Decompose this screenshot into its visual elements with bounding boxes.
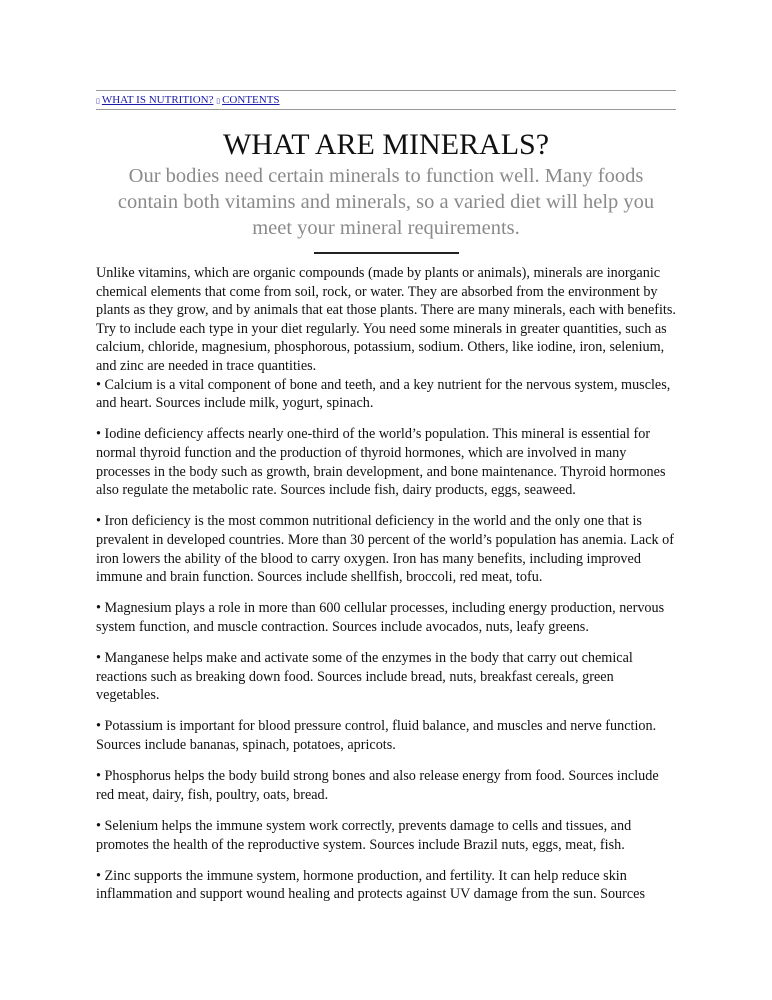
intro-paragraph: Unlike vitamins, which are organic compounds (made by plants or animals), minerals are inorganic chemical elements that come from soil, rock, or water. They are absorbed from the environment by plants as they grow, and by animals that eat those plants. There are many minerals, each with benefits. Try to include each type in your diet regularly. You need some minerals in greater quantities, such as calcium, chloride, magnesium, phosphorous, potassium, sodium. Others, like iodine, iron, selenium, and zinc are needed in trace quantities.: [96, 265, 676, 374]
document-page: [96, 90, 676, 917]
page-title: WHAT ARE MINERALS?: [222, 128, 550, 161]
title-divider: [314, 252, 459, 254]
mineral-item-iodine: • Iodine deficiency affects nearly one-third of the world’s population. This mineral is essential for normal thyroid function and the production of thyroid hormones, which are involved in many processes in the body such as growth, brain development, and bone maintenance. Thyroid hormones also regulate the metabolic rate. Sources include fish, dairy products, eggs, seaweed.: [96, 426, 666, 499]
page-subtitle: Our bodies need certain minerals to function well. Many foods contain both vitamins and minerals, so a varied diet will help you meet your mineral requirements.: [117, 165, 655, 239]
mineral-item-calcium: • Calcium is a vital component of bone and teeth, and a key nutrient for the nervous system, muscles, and heart. Sources include milk, yogurt, spinach.: [96, 376, 671, 412]
mineral-item-iron: • Iron deficiency is the most common nutritional deficiency in the world and the only one that is prevalent in developed countries. More than 30 percent of the world’s population has anemia. Lack of iron lowers the ability of the blood to carry oxygen. Iron has many benefits, including improved immune and brain function. Sources include shellfish, broccoli, red meat, tofu.: [96, 513, 674, 586]
nav-link-contents[interactable]: CONTENTS: [222, 94, 280, 106]
mineral-item-potassium: • Potassium is important for blood pressure control, fluid balance, and muscles and nerve function. Sources include bananas, spinach, potatoes, apricots.: [96, 718, 657, 754]
mineral-item-phosphorus: • Phosphorus helps the body build strong bones and also release energy from food. Sources include red meat, dairy, fish, poultry, oats, bread.: [96, 768, 659, 803]
mineral-item-magnesium: • Magnesium plays a role in more than 600 cellular processes, including energy production, nervous system function, and muscle contraction. Sources include avocados, nuts, leafy greens.: [96, 600, 665, 635]
mineral-item-zinc: • Zinc supports the immune system, hormone production, and fertility. It can help reduce skin inflammation and support wound healing and protects against UV damage from the sun. Sources: [96, 867, 645, 903]
mineral-item-manganese: • Manganese helps make and activate some of the enzymes in the body that carry out chemical reactions such as breaking down food. Sources include bread, nuts, breakfast cereals, green vegetables.: [96, 650, 633, 704]
document-icon: ▯: [96, 97, 100, 105]
nav-link-what-is-nutrition[interactable]: WHAT IS NUTRITION?: [101, 94, 214, 106]
breadcrumb: [96, 90, 676, 110]
document-icon: ▯: [216, 97, 221, 105]
mineral-item-selenium: • Selenium helps the immune system work correctly, prevents damage to cells and tissues, and promotes the health of the reproductive system. Sources include Brazil nuts, eggs, meat, fish.: [96, 818, 632, 853]
article-body: [96, 264, 676, 904]
